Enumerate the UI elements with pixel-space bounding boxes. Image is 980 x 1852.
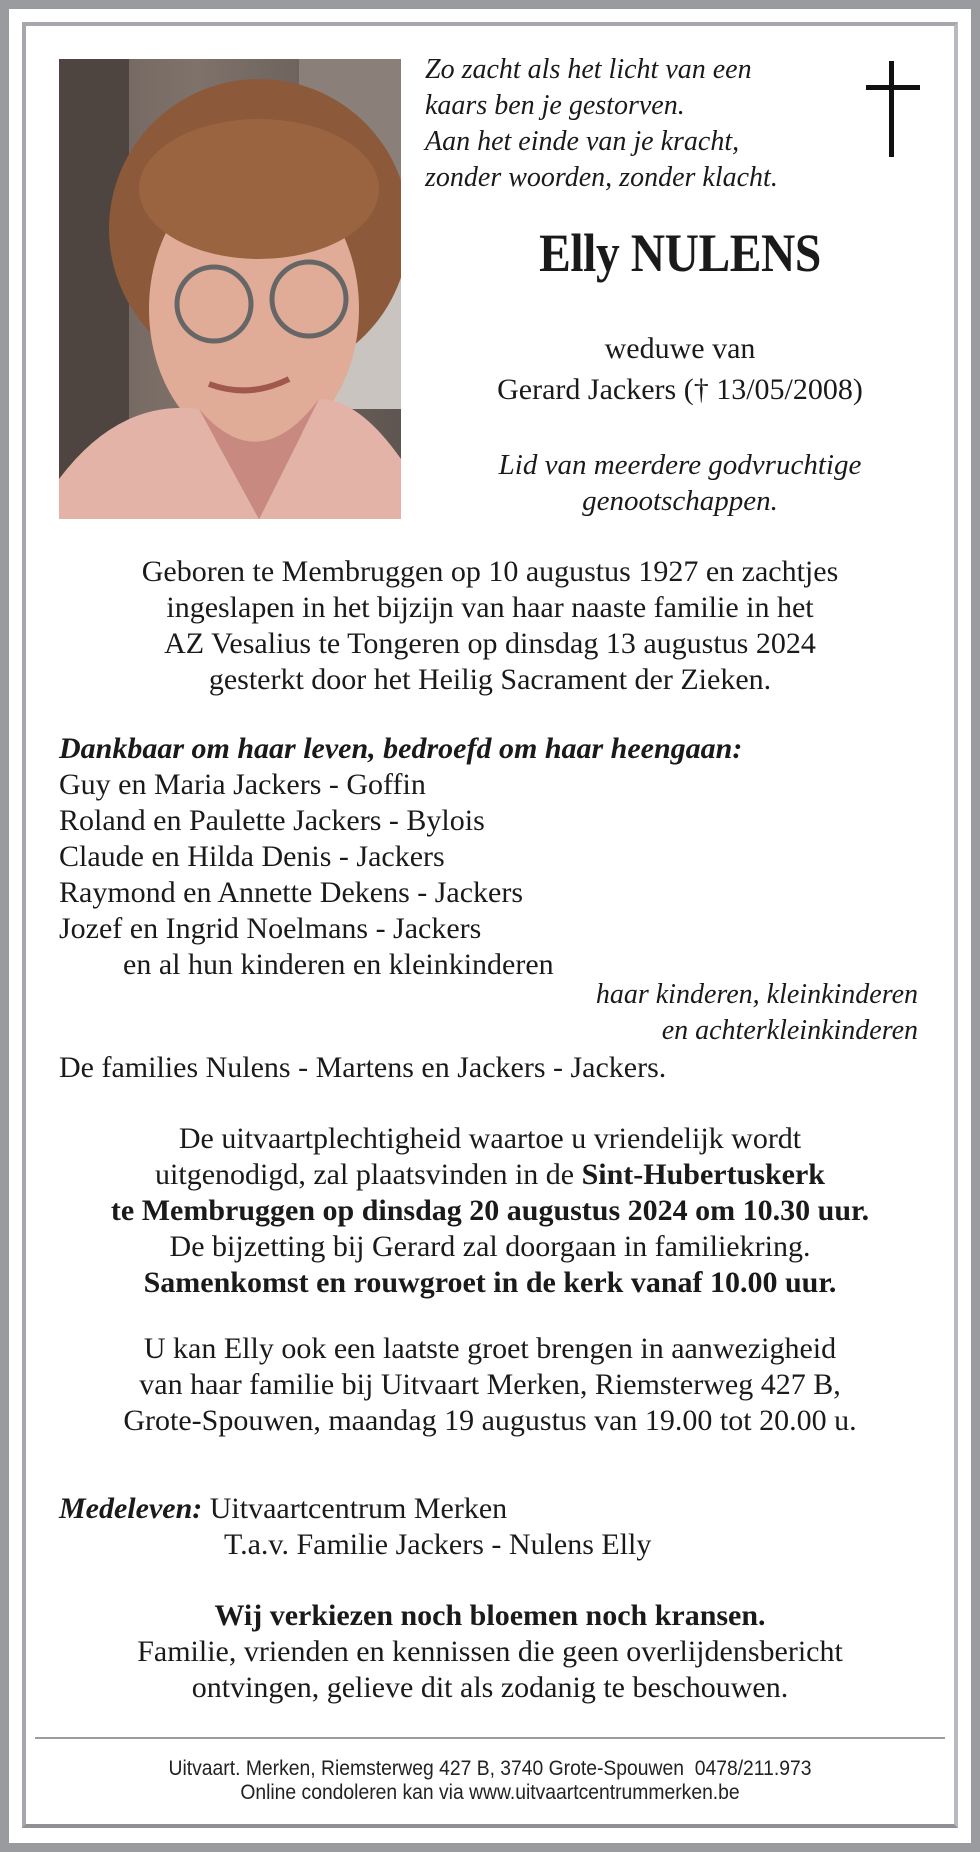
role-line: en achterkleinkinderen: [661, 1015, 918, 1046]
funeral-datetime: te Membruggen op dinsdag 20 augustus 2024 om 10.30 uur.: [110, 1194, 870, 1227]
birth-death-text: [35, 554, 945, 698]
funeral-text: [35, 1121, 945, 1301]
deceased-name: Elly NULENS: [539, 223, 821, 283]
poem-line: Zo zacht als het licht van een: [425, 54, 752, 85]
family-member: Raymond en Annette Dekens - Jackers: [59, 876, 524, 909]
spouse-name: Gerard Jackers († 13/05/2008): [497, 373, 863, 406]
text-line: Geboren te Membruggen op 10 augustus 1927 en zachtjes: [141, 555, 839, 588]
poem-line: kaars ben je gestorven.: [425, 90, 685, 121]
family-role: [596, 977, 918, 1049]
footer: [71, 1757, 908, 1805]
online-condolences: Online condoleren kan via www.uitvaartcentrummerken.be: [240, 1781, 740, 1804]
spouse-block: [420, 331, 940, 408]
text-line: [59, 1491, 651, 1527]
widow-label: weduwe van: [604, 332, 756, 365]
role-line: haar kinderen, kleinkinderen: [595, 979, 918, 1010]
text-line: [35, 1157, 945, 1193]
membership: [420, 447, 940, 519]
poem: [425, 52, 778, 196]
grandchildren-line: en al hun kinderen en kleinkinderen: [123, 948, 554, 981]
cross-icon: [866, 61, 920, 157]
no-flowers-line: Wij verkiezen noch bloemen noch kransen.: [214, 1599, 766, 1632]
text-line: De bijzetting bij Gerard zal doorgaan in familiekring.: [169, 1230, 811, 1263]
flowers-text: [35, 1598, 945, 1706]
family-member: Claude en Hilda Denis - Jackers: [59, 840, 445, 873]
poem-line: Aan het einde van je kracht,: [425, 126, 740, 157]
membership-line: Lid van meerdere godvruchtige: [498, 449, 862, 481]
portrait-photo: [59, 59, 401, 519]
text-line: ingeslapen in het bijzijn van haar naaste familie in het: [166, 591, 814, 624]
text-line: De uitvaartplechtigheid waartoe u vriendelijk wordt: [178, 1122, 802, 1155]
text-line: U kan Elly ook een laatste groet brengen in aanwezigheid: [143, 1332, 837, 1365]
family-member: Roland en Paulette Jackers - Bylois: [59, 804, 485, 837]
condolences-label: Medeleven:: [59, 1492, 203, 1525]
family-member: Guy en Maria Jackers - Goffin: [59, 768, 426, 801]
family-member: Jozef en Ingrid Noelmans - Jackers: [59, 912, 482, 945]
text-line: AZ Vesalius te Tongeren op dinsdag 13 augustus 2024: [164, 627, 816, 660]
gathering-time: Samenkomst en rouwgroet in de kerk vanaf 10.00 uur.: [143, 1266, 837, 1299]
text-line: van haar familie bij Uitvaart Merken, Riemsterweg 427 B,: [139, 1368, 841, 1401]
text-line: ontvingen, gelieve dit als zodanig te beschouwen.: [191, 1671, 789, 1704]
divider: [35, 1737, 945, 1739]
text-segment: uitgenodigd, zal plaatsvinden in de: [155, 1158, 582, 1191]
membership-line: genootschappen.: [582, 485, 778, 517]
family-block: [59, 731, 742, 983]
family-heading: Dankbaar om haar leven, bedroefd om haar heengaan:: [59, 732, 743, 765]
text-line: Familie, vrienden en kennissen die geen overlijdensbericht: [137, 1635, 843, 1668]
condolences-block: [59, 1491, 651, 1563]
poem-line: zonder woorden, zonder klacht.: [425, 162, 778, 193]
funeral-home-address: Uitvaart. Merken, Riemsterweg 427 B, 3740 Grote-Spouwen 0478/211.973: [168, 1757, 812, 1780]
visit-text: [35, 1331, 945, 1439]
condolences-attention: T.a.v. Familie Jackers - Nulens Elly: [224, 1528, 652, 1561]
text-line: Grote-Spouwen, maandag 19 augustus van 19.00 tot 20.00 u.: [123, 1404, 857, 1437]
families-line: De families Nulens - Martens en Jackers - Jackers.: [59, 1051, 667, 1084]
text-line: gesterkt door het Heilig Sacrament der Zieken.: [208, 663, 772, 696]
church-name: Sint-Hubertuskerk: [581, 1158, 825, 1191]
condolences-address: Uitvaartcentrum Merken: [202, 1492, 508, 1525]
